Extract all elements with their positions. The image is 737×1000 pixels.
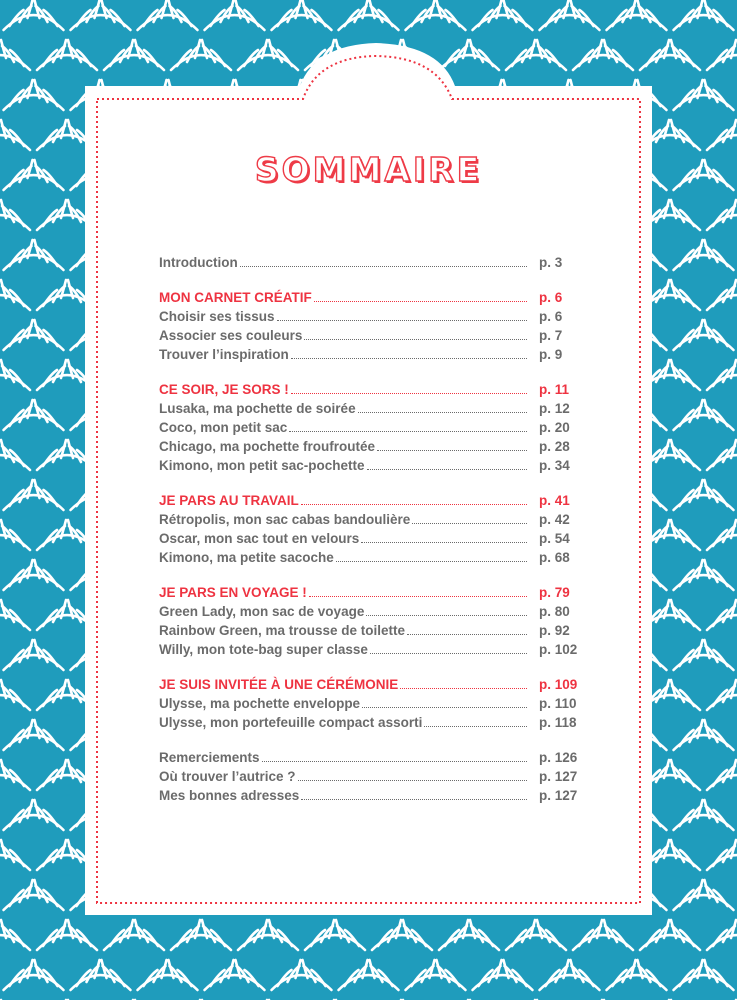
page-number: p. 11 <box>539 382 570 397</box>
dot-leader <box>301 789 527 800</box>
dot-leader <box>361 532 527 543</box>
page-number: p. 126 <box>539 750 578 765</box>
entry-title: Ulysse, mon portefeuille compact assorti <box>159 715 423 730</box>
toc-entry[interactable] <box>159 531 579 550</box>
entry-title: JE PARS EN VOYAGE ! <box>159 585 307 600</box>
dot-leader <box>291 348 527 359</box>
entry-title: Introduction <box>159 255 238 270</box>
page-number: p. 7 <box>539 328 563 343</box>
section-heading[interactable] <box>159 493 579 512</box>
page-number: p. 54 <box>539 531 570 546</box>
entry-title: Chicago, ma pochette froufroutée <box>159 439 376 454</box>
toc-section <box>159 585 579 661</box>
toc-entry[interactable] <box>159 623 579 642</box>
dot-leader <box>277 310 527 321</box>
dot-leader <box>407 624 527 635</box>
dot-leader <box>370 643 527 654</box>
entry-title: CE SOIR, JE SORS ! <box>159 382 289 397</box>
entry-title: Oscar, mon sac tout en velours <box>159 531 360 546</box>
section-heading[interactable] <box>159 290 579 309</box>
dot-leader <box>314 291 527 302</box>
section-heading[interactable] <box>159 677 579 696</box>
entry-title: Coco, mon petit sac <box>159 420 288 435</box>
toc-section <box>159 750 579 807</box>
entry-title: Remerciements <box>159 750 260 765</box>
page-number: p. 12 <box>539 401 570 416</box>
page-number: p. 127 <box>539 788 578 803</box>
toc-section <box>159 677 579 734</box>
entry-title: Où trouver l’autrice ? <box>159 769 296 784</box>
dot-leader <box>298 770 527 781</box>
page-title: SOMMAIRE <box>254 150 483 189</box>
toc-entry[interactable] <box>159 401 579 420</box>
toc-entry[interactable] <box>159 788 579 807</box>
page-number: p. 3 <box>539 255 563 270</box>
toc-entry[interactable] <box>159 328 579 347</box>
entry-title: Lusaka, ma pochette de soirée <box>159 401 356 416</box>
page-number: p. 79 <box>539 585 570 600</box>
entry-title: Willy, mon tote-bag super classe <box>159 642 368 657</box>
page-number: p. 42 <box>539 512 570 527</box>
dot-leader <box>367 459 527 470</box>
section-heading[interactable] <box>159 585 579 604</box>
dot-leader <box>400 678 527 689</box>
entry-title: Trouver l’inspiration <box>159 347 289 362</box>
entry-title: JE PARS AU TRAVAIL <box>159 493 299 508</box>
entry-title: Rétropolis, mon sac cabas bandoulière <box>159 512 411 527</box>
toc-entry[interactable] <box>159 512 579 531</box>
dot-leader <box>262 751 527 762</box>
entry-title: Choisir ses tissus <box>159 309 275 324</box>
dot-leader <box>289 421 527 432</box>
dot-leader <box>309 586 527 597</box>
page-number: p. 34 <box>539 458 570 473</box>
page-number: p. 127 <box>539 769 578 784</box>
toc-entry[interactable] <box>159 309 579 328</box>
table-of-contents <box>159 255 579 823</box>
dot-leader <box>362 697 527 708</box>
page-number: p. 28 <box>539 439 570 454</box>
page-number: p. 102 <box>539 642 578 657</box>
dot-leader <box>366 605 527 616</box>
entry-title: Ulysse, ma pochette enveloppe <box>159 696 361 711</box>
section-heading[interactable] <box>159 382 579 401</box>
page-number: p. 41 <box>539 493 570 508</box>
entry-title: Mes bonnes adresses <box>159 788 300 803</box>
page-number: p. 80 <box>539 604 570 619</box>
toc-section <box>159 290 579 366</box>
toc-entry[interactable] <box>159 420 579 439</box>
toc-entry[interactable] <box>159 439 579 458</box>
page-number: p. 110 <box>539 696 577 711</box>
dot-leader <box>358 402 527 413</box>
page-number: p. 118 <box>539 715 577 730</box>
page-number: p. 6 <box>539 309 563 324</box>
toc-entry[interactable] <box>159 604 579 623</box>
toc-section <box>159 493 579 569</box>
dot-leader <box>412 513 527 524</box>
page-number: p. 109 <box>539 677 578 692</box>
dot-leader <box>424 716 527 727</box>
page-number: p. 9 <box>539 347 563 362</box>
toc-entry[interactable] <box>159 458 579 477</box>
toc-entry[interactable] <box>159 550 579 569</box>
dot-leader <box>304 329 527 340</box>
toc-entry[interactable] <box>159 642 579 661</box>
entry-title: JE SUIS INVITÉE À UNE CÉRÉMONIE <box>159 677 399 692</box>
dot-leader <box>377 440 527 451</box>
page-number: p. 92 <box>539 623 570 638</box>
toc-entry[interactable] <box>159 769 579 788</box>
entry-title: Kimono, ma petite sacoche <box>159 550 334 565</box>
dot-leader <box>301 494 527 505</box>
entry-title: Associer ses couleurs <box>159 328 303 343</box>
toc-section <box>159 255 579 274</box>
page-number: p. 68 <box>539 550 570 565</box>
entry-title: Green Lady, mon sac de voyage <box>159 604 365 619</box>
entry-title: Rainbow Green, ma trousse de toilette <box>159 623 406 638</box>
toc-entry[interactable] <box>159 347 579 366</box>
dot-leader <box>240 256 527 267</box>
toc-entry[interactable] <box>159 696 579 715</box>
page-number: p. 6 <box>539 290 563 305</box>
entry-title: MON CARNET CRÉATIF <box>159 290 312 305</box>
dot-leader <box>291 383 527 394</box>
entry-title: Kimono, mon petit sac-pochette <box>159 458 365 473</box>
toc-entry[interactable] <box>159 715 579 734</box>
toc-entry[interactable] <box>159 750 579 769</box>
dot-leader <box>336 551 527 562</box>
toc-section <box>159 382 579 477</box>
page-number: p. 20 <box>539 420 570 435</box>
toc-entry[interactable] <box>159 255 579 274</box>
